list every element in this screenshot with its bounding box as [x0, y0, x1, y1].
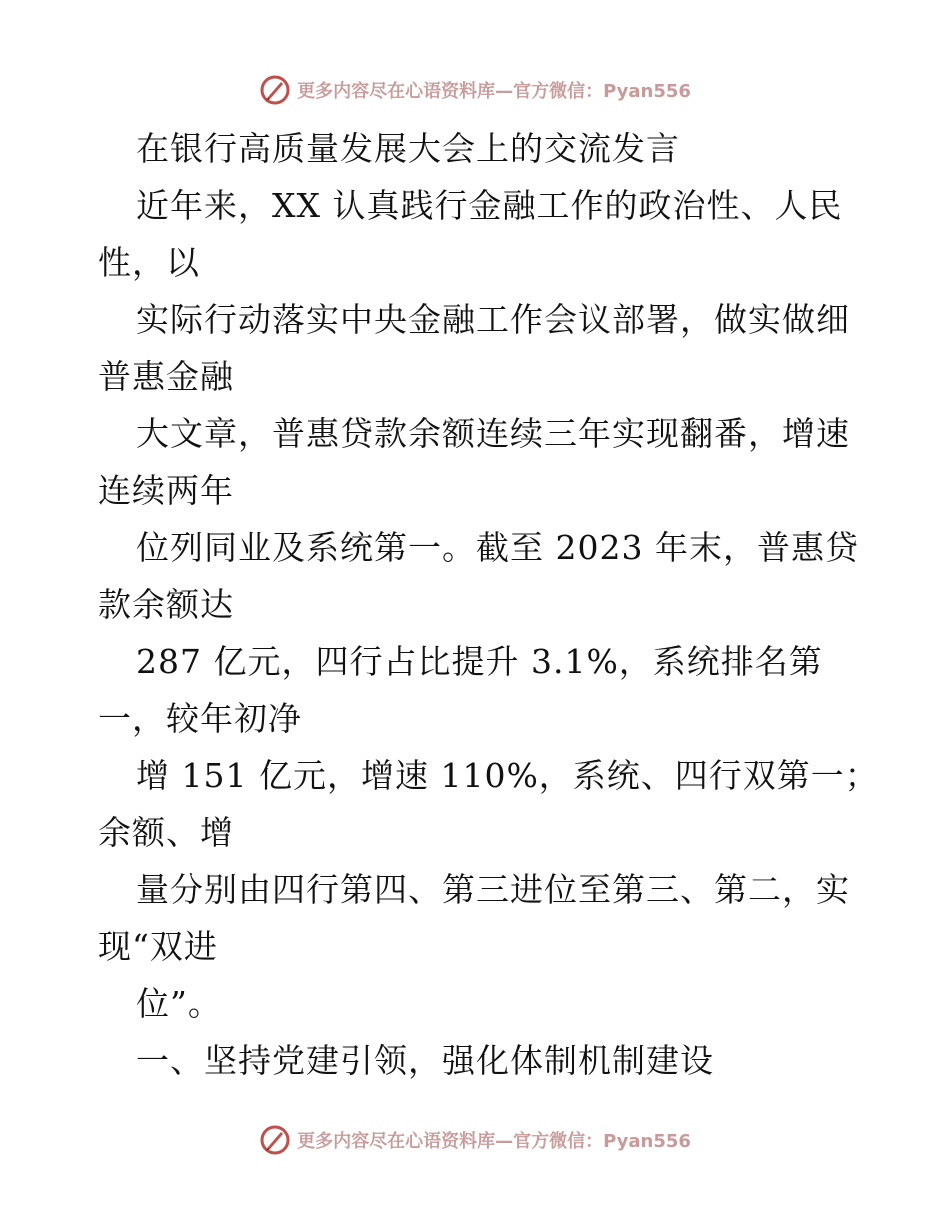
paragraph-line: 一，较年初净 [98, 699, 302, 738]
paragraph-line: 近年来，XX 认真践行金融工作的政治性、人民 [136, 186, 843, 225]
paragraph-line: 款余额达 [98, 585, 234, 624]
paragraph-line: 量分别由四行第四、第三进位至第三、第二，实 [136, 870, 850, 909]
paragraph-line: 位”。 [136, 984, 222, 1023]
footer-banner-text: 更多内容尽在心语资料库—官方微信：Pyan556 [297, 1131, 691, 1152]
header-banner-text: 更多内容尽在心语资料库—官方微信：Pyan556 [297, 81, 691, 102]
quill-pen-logo-icon [259, 74, 291, 106]
document-title: 在银行高质量发展大会上的交流发言 [136, 129, 680, 168]
paragraph-line: 性，以 [98, 243, 200, 282]
section-heading: 一、坚持党建引领，强化体制机制建设 [136, 1041, 714, 1080]
header-banner [0, 70, 950, 110]
footer-banner [0, 1120, 950, 1160]
paragraph-line: 大文章，普惠贷款余额连续三年实现翻番，增速 [136, 414, 850, 453]
paragraph-line: 连续两年 [98, 471, 234, 510]
paragraph-line: 余额、增 [98, 813, 234, 852]
paragraph-line: 普惠金融 [98, 357, 234, 396]
paragraph-line: 现“双进 [98, 927, 218, 966]
quill-pen-logo-icon [259, 1124, 291, 1156]
paragraph-line: 增 151 亿元，增速 110%，系统、四行双第一； [136, 756, 879, 795]
paragraph-line: 实际行动落实中央金融工作会议部署，做实做细 [136, 300, 850, 339]
document-body [98, 120, 879, 1089]
paragraph-line: 位列同业及系统第一。截至 2023 年末，普惠贷 [136, 528, 859, 567]
paragraph-line: 287 亿元，四行占比提升 3.1%，系统排名第 [136, 642, 823, 681]
